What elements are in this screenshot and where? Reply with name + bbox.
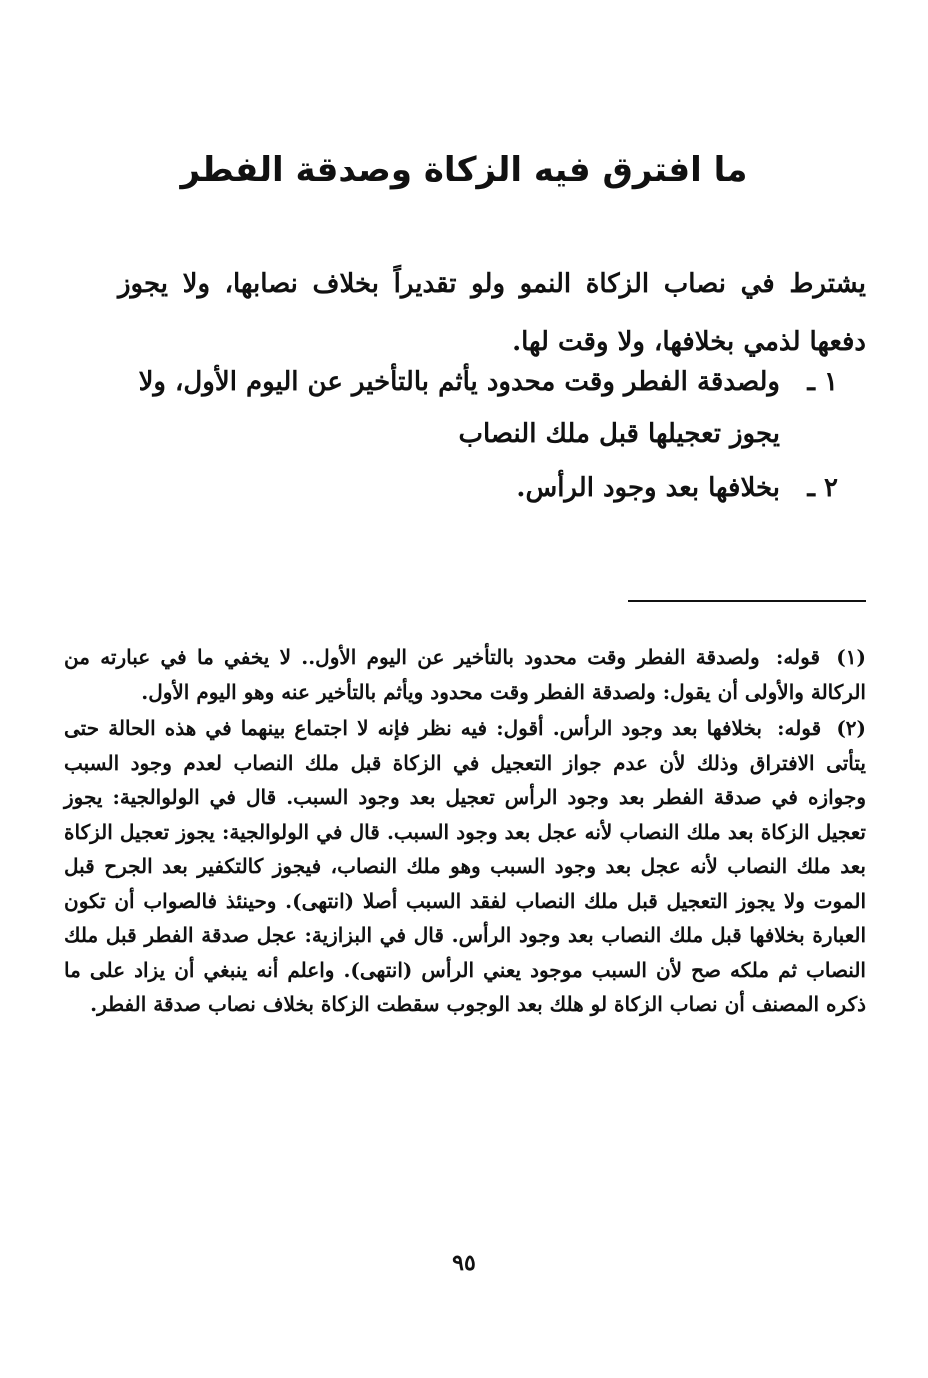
list-item bbox=[118, 356, 838, 460]
page-number: ٩٥ bbox=[452, 1250, 476, 1276]
footnote-lead: قوله: bbox=[777, 716, 822, 740]
page-title: ما افترق فيه الزكاة وصدقة الفطر bbox=[180, 150, 748, 190]
intro-paragraph: يشترط في نصاب الزكاة النمو ولو تقديراً بخلاف نصابها، ولا يجوز دفعها لذمي بخلافها، ولا وقت لها. bbox=[118, 269, 866, 357]
list-item bbox=[118, 462, 838, 514]
footnote-text: بخلافها بعد وجود الرأس. أقول: فيه نظر فإنه لا اجتماع بينهما في هذه الحالة حتى يتأتى الافتراق وذلك لأن عدم جواز التعجيل في الزكاة قبل ملك النصاب لعدم وجود السبب وجوازه في صدقة الفطر بعد وجود الرأس تعجيل بعد وجود السبب. قال في الولوالجية: يجوز تعجيل الزكاة بعد ملك النصاب لأنه عجل بعد وجود السبب. قال في الولوالجية: يجوز تعجيل الزكاة بعد ملك النصاب لأنه عجل بعد وجود السبب وهو ملك النصاب، فيجوز كالتكفير بعد الجرح قبل الموت ولا يجوز التعجيل قبل ملك النصاب لفقد السبب أصلا (انتهى). وحينئذ فالصواب أن تكون العبارة بخلافها قبل ملك النصاب بعد وجود الرأس. قال في البزازية: عجل صدقة الفطر قبل ملك النصاب ثم ملكه صح لأن السبب موجود يعني الرأس (انتهى). واعلم أنه ينبغي أن يزاد على ما ذكره المصنف أن نصاب الزكاة لو هلك بعد الوجوب سقطت الزكاة بخلاف نصاب صدقة الفطر. bbox=[64, 716, 866, 1016]
list-item-text: ولصدقة الفطر وقت محدود يأثم بالتأخير عن اليوم الأول، ولا يجوز تعجيلها قبل ملك النصاب bbox=[138, 367, 780, 449]
footnote-divider bbox=[628, 600, 866, 602]
list-item-text: بخلافها بعد وجود الرأس. bbox=[516, 473, 780, 503]
list-item-number: ١ ـ bbox=[807, 367, 838, 397]
footnote-text: ولصدقة الفطر وقت محدود بالتأخير عن اليوم الأول.. لا يخفي ما في عبارته من الركالة والأولى أن يقول: ولصدقة الفطر وقت محدود ويأثم بالتأخير عنه وهو اليوم الأول. bbox=[64, 645, 866, 704]
footnotes bbox=[64, 640, 866, 1022]
footnote-lead: قوله: bbox=[775, 645, 821, 669]
footnote bbox=[64, 711, 866, 1022]
list-item-number: ٢ ـ bbox=[807, 473, 838, 503]
footnote-mark: (١) bbox=[836, 645, 866, 669]
footnote bbox=[64, 640, 866, 709]
footnote-mark: (٢) bbox=[836, 716, 866, 740]
